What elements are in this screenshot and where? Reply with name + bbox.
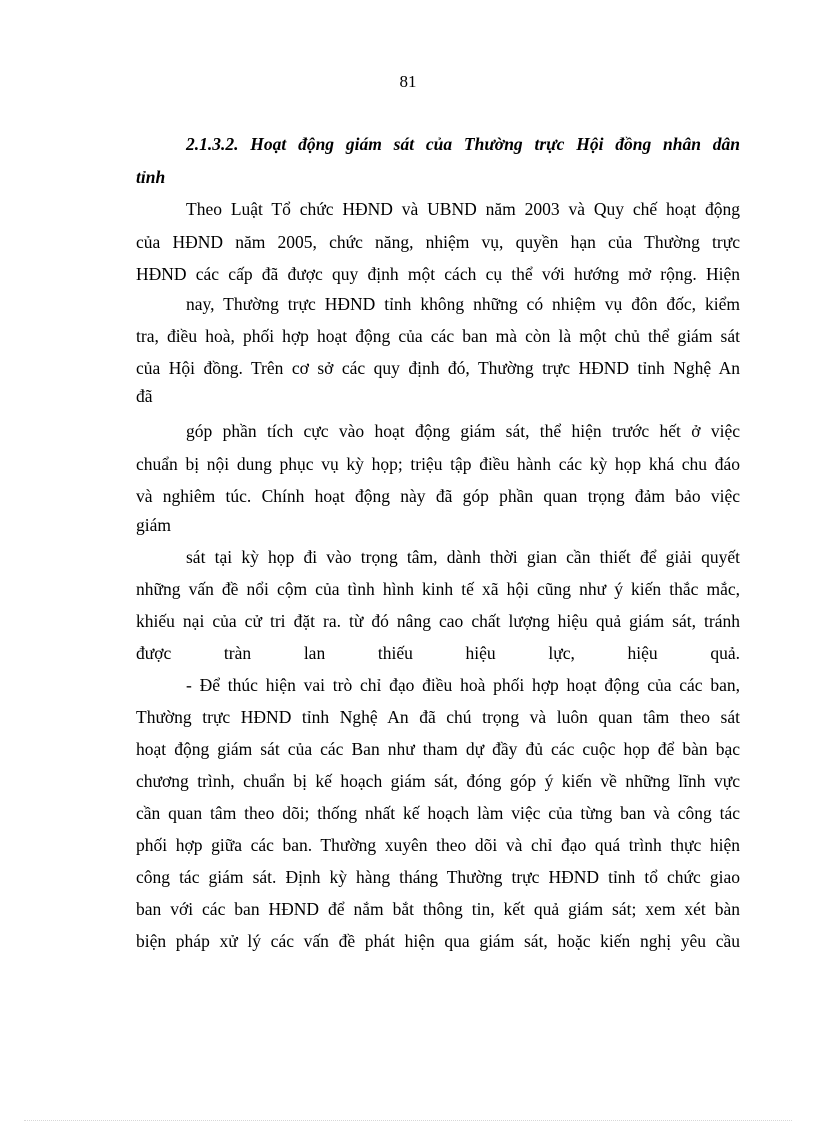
text-line: - Để thúc hiện vai trò chỉ đạo điều hoà phối hợp hoạt động của các ban, bbox=[186, 675, 740, 695]
text-line: chương trình, chuẩn bị kế hoạch giám sát, đóng góp ý kiến về những lĩnh vực bbox=[136, 771, 740, 791]
text-line: của HĐND năm 2005, chức năng, nhiệm vụ, quyền hạn của Thường trực bbox=[136, 232, 740, 252]
section-heading-continued: tỉnh bbox=[136, 167, 166, 187]
text-line: những vấn đề nổi cộm của tình hình kinh tế xã hội cũng như ý kiến thắc mắc, bbox=[136, 579, 740, 599]
text-line: cần quan tâm theo dõi; thống nhất kế hoạch làm việc của từng ban và công tác bbox=[136, 803, 740, 823]
text-line: Theo Luật Tổ chức HĐND và UBND năm 2003 và Quy chế hoạt động bbox=[186, 199, 740, 219]
text-line: HĐND các cấp đã được quy định một cách cụ thể với hướng mở rộng. Hiện bbox=[136, 264, 740, 284]
text-line: đã bbox=[136, 386, 153, 406]
text-line: sát tại kỳ họp đi vào trọng tâm, dành thời gian cần thiết để giải quyết bbox=[186, 547, 740, 567]
text-line: công tác giám sát. Định kỳ hàng tháng Thường trực HĐND tỉnh tổ chức giao bbox=[136, 867, 740, 887]
text-line: giám bbox=[136, 515, 171, 535]
text-line: khiếu nại của cử tri đặt ra. từ đó nâng cao chất lượng hiệu quả giám sát, tránh bbox=[136, 611, 740, 631]
text-line: và nghiêm túc. Chính hoạt động này đã góp phần quan trọng đảm bảo việc bbox=[136, 486, 740, 506]
text-line: nay, Thường trực HĐND tỉnh không những có nhiệm vụ đôn đốc, kiểm bbox=[186, 294, 740, 314]
text-line: chuẩn bị nội dung phục vụ kỳ họp; triệu tập điều hành các kỳ họp khá chu đáo bbox=[136, 454, 740, 474]
text-line: Thường trực HĐND tỉnh Nghệ An đã chú trọng và luôn quan tâm theo sát bbox=[136, 707, 740, 727]
text-line: hoạt động giám sát của các Ban như tham dự đầy đủ các cuộc họp để bàn bạc bbox=[136, 739, 740, 759]
text-line: ban với các ban HĐND để nắm bắt thông tin, kết quả giám sát; xem xét bàn bbox=[136, 899, 740, 919]
section-heading: 2.1.3.2. Hoạt động giám sát của Thường trực Hội đồng nhân dân bbox=[186, 134, 740, 154]
text-line: tra, điều hoà, phối hợp hoạt động của các ban mà còn là một chủ thể giám sát bbox=[136, 326, 740, 346]
text-line: được tràn lan thiếu hiệu lực, hiệu quả. bbox=[136, 643, 740, 663]
page-number: 81 bbox=[399, 72, 417, 91]
text-line: của Hội đồng. Trên cơ sở các quy định đó, Thường trực HĐND tỉnh Nghệ An bbox=[136, 358, 740, 378]
text-line: phối hợp giữa các ban. Thường xuyên theo dõi và chỉ đạo quá trình thực hiện bbox=[136, 835, 740, 855]
page-bottom-rule bbox=[24, 1120, 792, 1121]
text-line: góp phần tích cực vào hoạt động giám sát, thể hiện trước hết ở việc bbox=[186, 421, 740, 441]
text-line: biện pháp xử lý các vấn đề phát hiện qua giám sát, hoặc kiến nghị yêu cầu bbox=[136, 931, 740, 951]
